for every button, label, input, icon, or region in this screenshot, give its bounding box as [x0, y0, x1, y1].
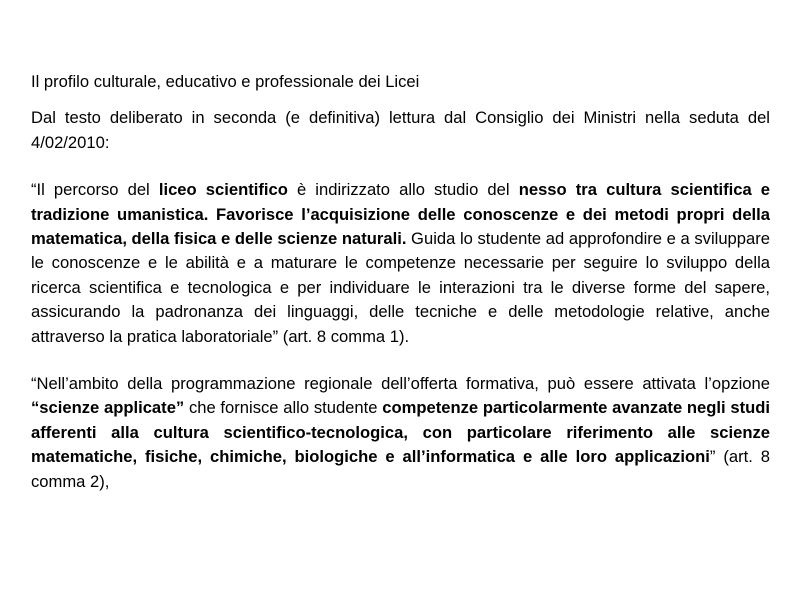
slide-content — [31, 70, 770, 494]
page-title: Il profilo culturale, educativo e professionale dei Licei — [31, 72, 420, 91]
quote-paragraph-2 — [31, 372, 770, 494]
quote1-text-c: è indirizzato allo studio del — [287, 180, 519, 200]
quote1-bold-d: nesso tra cultura scientifica e tradizione umanistica. Favorisce l’acquisizione delle conoscenze e dei metodi propri della matematica, della fisica e delle scienze naturali. — [31, 180, 771, 249]
quote2-text-c: che fornisce allo studente — [184, 398, 383, 418]
intro-paragraph: Dal testo deliberato in seconda (e definitiva) lettura dal Consiglio dei Ministri nella seduta del 4/02/2010: — [31, 108, 770, 152]
quote2-text-a: “Nell’ambito della programmazione regionale dell’offerta formativa, può essere attivata l’opzione — [31, 374, 770, 394]
quote1-text-a: “Il percorso del — [31, 180, 159, 200]
quote2-bold-d: competenze particolarmente avanzate negli studi afferenti alla cultura scientifico-tecnologica, con particolare riferimento alle scienze matematiche, fisiche, chimiche, biologiche e all’informatica e alle loro applicazioni — [31, 398, 770, 467]
quote2-text-e: ” (art. 8 comma 2), — [31, 447, 770, 491]
quote1-text-e: Guida lo studente ad approfondire e a sviluppare le conoscenze e le abilità e a maturare le competenze necessarie per seguire lo sviluppo della ricerca scientifica e tecnologica e per individuare le interazioni tra le diverse forme del sapere, assicurando la padronanza dei linguaggi, delle tecniche e delle metodologie relative, anche attraverso la pratica laboratoriale” (art. 8 comma 1). — [31, 229, 770, 346]
quote-paragraph-1 — [31, 178, 770, 349]
quote1-bold-b: liceo scientifico — [158, 180, 288, 200]
quote2-bold-b: “scienze applicate” — [31, 398, 185, 418]
